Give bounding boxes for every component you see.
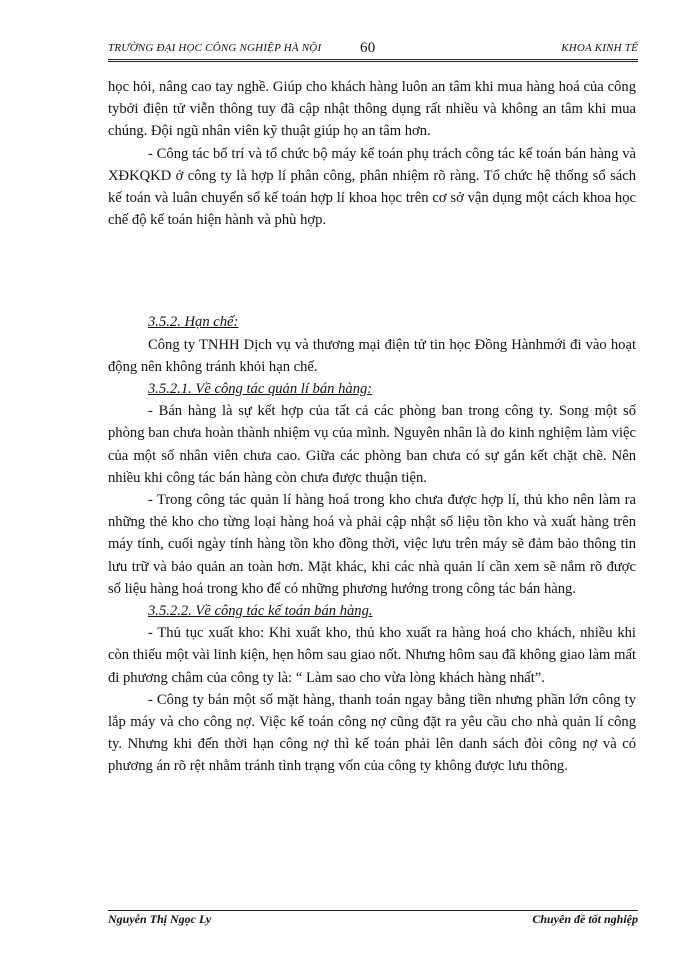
page-body (108, 76, 636, 778)
body-paragraph: - Thủ tục xuất kho: Khi xuất kho, thủ kho xuất ra hàng hoá cho khách, nhiều khi còn thiếu một vài linh kiện, hẹn hôm sau giao nốt. Nhưng hôm sau đã không giao làm mất đi phương châm của công ty là: “ Làm sao cho vừa lòng khách hàng nhất”. (108, 625, 636, 686)
page-footer (108, 910, 638, 927)
header-page-number: 60 (360, 40, 376, 56)
subsection-heading: 3.5.2.1. Về công tác quản lí bán hàng: (148, 381, 373, 398)
header-faculty-name: KHOA KINH TẾ (561, 42, 638, 54)
body-paragraph: học hỏi, nâng cao tay nghề. Giúp cho khách hàng luôn an tâm khi mua hàng hoá của công tybởi điện tử viễn thông tuy đã cập nhật thông dụng rất nhiều và không an tâm khi mua chúng. Đội ngũ nhân viên kỹ thuật giúp họ an tâm hơn. (108, 79, 636, 140)
body-paragraph: - Công tác bố trí và tổ chức bộ máy kế toán phụ trách công tác kế toán bán hàng và XĐKQKD ở công ty là hợp lí phân công, phân nhiệm rõ ràng. Tổ chức hệ thống sổ sách kế toán và luân chuyển sổ kế toán hợp lí khoa học trên cơ sở vận dụng một cách khoa học chế độ kế toán hiện hành và phù hợp. (108, 145, 636, 229)
subsection-heading: 3.5.2.2. Về công tác kế toán bán hàng. (148, 603, 373, 620)
header-school-name: TRƯỜNG ĐẠI HỌC CÔNG NGHIỆP HÀ NỘI (108, 42, 322, 54)
body-paragraph: - Bán hàng là sự kết hợp của tất cả các phòng ban trong công ty. Song một số phòng ban chưa hoàn thành nhiệm vụ của mình. Nguyên nhân là do kinh nghiệm làm việc của một số nhân viên chưa cao. Giữa các phòng ban chưa có sự gắn kết chặt chẽ. Nên nhiều khi công tác bán hàng còn chưa được thuận tiện. (108, 403, 636, 486)
body-paragraph: - Trong công tác quản lí hàng hoá trong kho chưa được hợp lí, thủ kho nên làm ra những thẻ kho cho từng loại hàng hoá và phải cập nhật số liệu tồn kho và xuất hàng trên máy tính, cuối ngày tính hàng tồn kho đồng thời, việc lưu trên máy sẽ đảm bảo thông tin lưu trữ và bảo quản an toàn hơn. Mặt khác, khi các nhà quản lí cần xem sẽ nắm rõ được số liệu hàng hoá trong kho để có những phương hướng trong công tác bán hàng. (108, 492, 636, 597)
section-heading: 3.5.2. Hạn chế: (148, 314, 239, 331)
footer-author: Nguyễn Thị Ngọc Ly (108, 912, 212, 926)
footer-document-type: Chuyên đề tốt nghiệp (532, 912, 638, 926)
header-divider (108, 59, 638, 62)
body-paragraph: - Công ty bán một số mặt hàng, thanh toán ngay bằng tiền nhưng phần lớn công ty lắp máy và cho công nợ. Việc kế toán công nợ cũng đặt ra yêu cầu cho nhà quản lí công ty. Nhưng khi đến thời hạn công nợ thì kế toán phải lên danh sách đòi công nợ và có phương án rõ rệt nhằm tránh tình trạng vốn của công ty không được lưu thông. (108, 691, 636, 775)
page-header (108, 40, 638, 62)
body-paragraph: Công ty TNHH Dịch vụ và thương mại điện tử tin học Đồng Hànhmới đi vào hoạt động nên không tránh khỏi hạn chế. (108, 336, 636, 375)
spacer (108, 231, 636, 311)
